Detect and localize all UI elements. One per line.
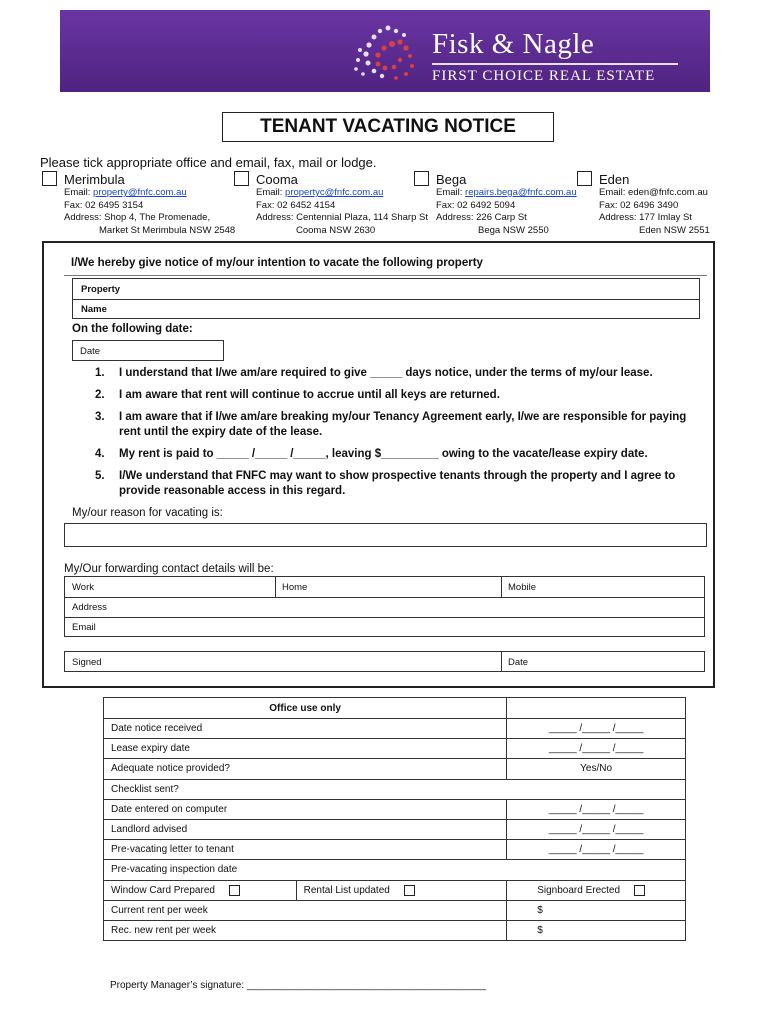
office-row-label: Lease expiry date — [104, 739, 507, 759]
property-field[interactable] — [72, 278, 700, 319]
signboard-checkbox[interactable] — [634, 885, 645, 896]
signed-label: Signed — [72, 657, 102, 668]
office-use-heading: Office use only — [104, 698, 507, 719]
forwarding-heading: My/Our forwarding contact details will be: — [64, 563, 274, 575]
item-number: 2. — [95, 389, 105, 401]
office-row-label: Landlord advised — [104, 819, 507, 839]
window-card-checkbox[interactable] — [229, 885, 240, 896]
notice-statement: I/We hereby give notice of my/our intention to vacate the following property — [71, 257, 483, 269]
brand-name: Fisk & Nagle — [432, 28, 595, 60]
office-details: Email: repairs.bega@fnfc.com.au Fax: 02 6492 5094 Address: 226 Carp St Bega NSW 2550 — [436, 187, 577, 236]
office-row-value[interactable]: _____ /_____ /_____ — [507, 840, 686, 860]
item-number: 3. — [95, 411, 105, 423]
current-rent-label: Current rent per week — [104, 900, 507, 920]
logo-dots-icon — [348, 22, 428, 84]
office-details: Email: property@fnfc.com.au Fax: 02 6495 3154 Address: Shop 4, The Promenade, Market St Merimbula NSW 2548 — [64, 187, 236, 236]
office-checkbox-cooma[interactable] — [234, 171, 249, 186]
rental-list-checkbox[interactable] — [404, 885, 415, 896]
item-text: My rent is paid to _____ /_____ /_____, leaving $_________ owing to the vacate/lease expiry date. — [119, 448, 648, 460]
name-label: Name — [81, 304, 107, 315]
office-row-value[interactable]: Yes/No — [507, 759, 686, 779]
mobile-phone-label: Mobile — [508, 582, 536, 593]
reason-heading: My/our reason for vacating is: — [72, 507, 223, 519]
item-text: I understand that I/we am/are required to give _____ days notice, under the terms of my/our lease. — [119, 367, 653, 379]
office-row-value[interactable]: _____ /_____ /_____ — [507, 719, 686, 739]
address-label: Address — [72, 602, 107, 613]
office-name: Cooma — [256, 172, 298, 187]
email-label: Email — [72, 622, 96, 633]
office-row-label: Pre-vacating letter to tenant — [104, 840, 507, 860]
work-phone-label: Work — [72, 582, 94, 593]
office-email-link[interactable]: propertyc@fnfc.com.au — [285, 187, 384, 198]
signboard-cell: Signboard Erected — [507, 880, 686, 900]
page-title: TENANT VACATING NOTICE — [222, 112, 554, 142]
property-manager-signature[interactable]: Property Manager’s signature: ___________________________________________ — [110, 980, 487, 991]
item-text: I am aware that if I/we am/are breaking my/our Tenancy Agreement early, I/we are responsible for paying rent until the expiry date of the lease. — [119, 411, 687, 438]
property-label: Property — [81, 284, 121, 295]
item-number: 4. — [95, 448, 105, 460]
home-phone-label: Home — [282, 582, 308, 593]
office-row-value[interactable]: _____ /_____ /_____ — [507, 799, 686, 819]
item-number: 1. — [95, 367, 105, 379]
brand-divider — [432, 63, 678, 65]
office-row-label: Checklist sent? — [104, 779, 686, 799]
date-label: Date — [80, 346, 101, 357]
new-rent-value[interactable]: $ — [507, 920, 686, 940]
office-row-value[interactable]: _____ /_____ /_____ — [507, 739, 686, 759]
office-details: Email: propertyc@fnfc.com.au Fax: 02 6452 4154 Address: Centennial Plaza, 114 Sharp St Cooma NSW 2630 — [256, 187, 428, 236]
brand-tagline: FIRST CHOICE REAL ESTATE — [432, 68, 656, 84]
item-text: I am aware that rent will continue to accrue until all keys are returned. — [119, 389, 500, 401]
office-row-label: Date notice received — [104, 719, 507, 739]
office-checkbox-bega[interactable] — [414, 171, 429, 186]
signature-row[interactable] — [64, 651, 705, 672]
signed-date-label: Date — [508, 657, 529, 668]
item-number: 5. — [95, 470, 105, 482]
office-row-label: Date entered on computer — [104, 799, 507, 819]
forwarding-details-table — [64, 576, 705, 637]
vacate-date-field[interactable] — [72, 340, 224, 361]
date-heading: On the following date: — [72, 323, 193, 335]
office-row-label: Adequate notice provided? — [104, 759, 507, 779]
office-row-value[interactable]: _____ /_____ /_____ — [507, 819, 686, 839]
current-rent-value[interactable]: $ — [507, 900, 686, 920]
office-checkbox-merimbula[interactable] — [42, 171, 57, 186]
office-name: Eden — [599, 172, 630, 187]
item-text: I/We understand that FNFC may want to show prospective tenants through the property and I agree to provide reasonable access in this regard. — [119, 470, 676, 497]
rental-list-cell: Rental List updated — [296, 880, 507, 900]
reason-field[interactable] — [64, 523, 707, 547]
office-details: Email: eden@fnfc.com.au Fax: 02 6496 3490 Address: 177 Imlay St Eden NSW 2551 — [599, 187, 710, 236]
new-rent-label: Rec. new rent per week — [104, 920, 507, 940]
office-instruction: Please tick appropriate office and email, fax, mail or lodge. — [40, 155, 377, 170]
office-checkbox-eden[interactable] — [577, 171, 592, 186]
window-card-cell: Window Card Prepared — [104, 880, 297, 900]
office-email-link[interactable]: repairs.bega@fnfc.com.au — [465, 187, 577, 198]
office-name: Bega — [436, 172, 467, 187]
office-row-label: Pre-vacating inspection date — [104, 860, 686, 880]
office-email-link[interactable]: property@fnfc.com.au — [93, 187, 187, 198]
office-use-table — [103, 697, 686, 941]
divider — [64, 275, 707, 276]
office-name: Merimbula — [64, 172, 125, 187]
